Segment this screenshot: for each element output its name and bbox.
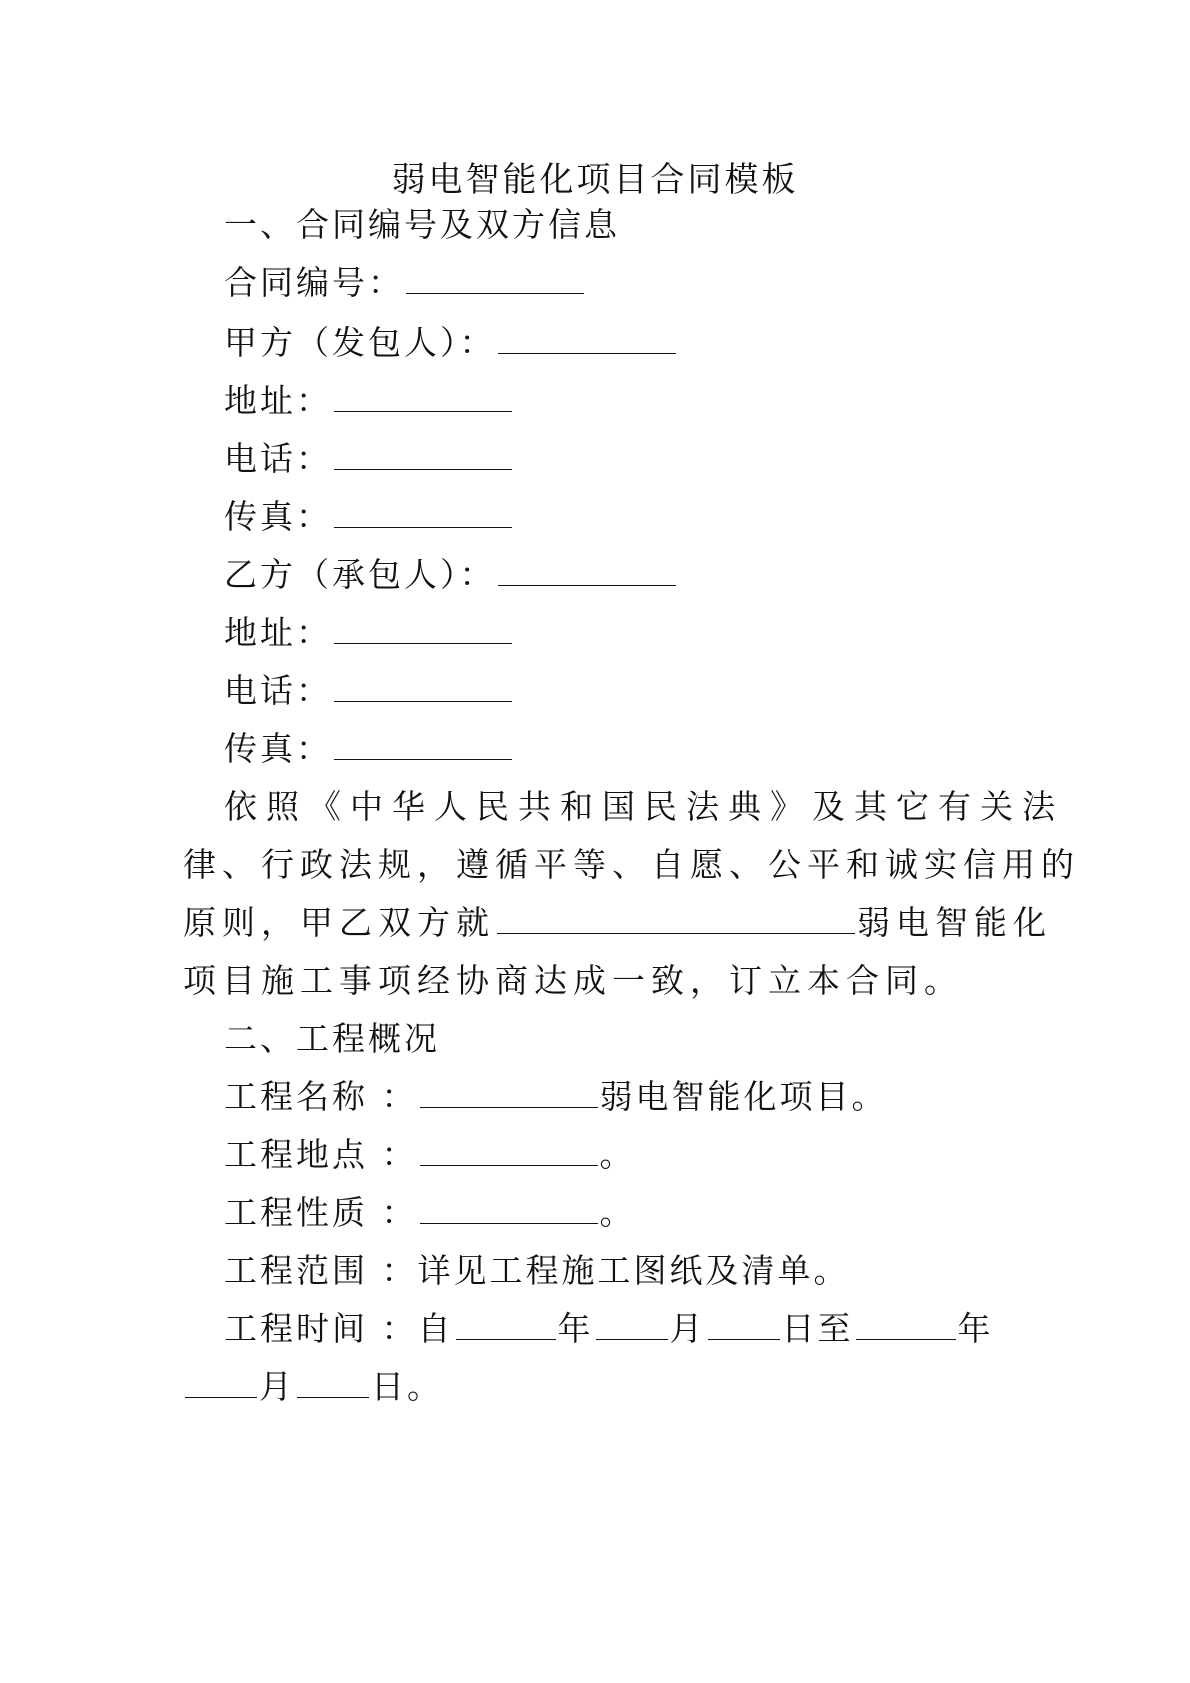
document-title: 弱电智能化项目合同模板	[391, 160, 799, 200]
day-2: 日。	[371, 1367, 443, 1406]
year-1: 年	[557, 1309, 594, 1348]
preamble-line-2: 律、行政法规，遵循平等、自愿、公平和诚实信用的	[183, 845, 1080, 884]
party-b-phone-label: 电话：	[224, 671, 332, 710]
year-2: 年	[957, 1309, 994, 1348]
project-location-label: 工程地点 ：	[224, 1135, 418, 1174]
project-name-suffix: 弱电智能化项目。	[599, 1077, 888, 1116]
end-year-blank	[856, 1305, 956, 1340]
project-nature-suffix: 。	[599, 1193, 636, 1232]
project-location-blank	[420, 1131, 598, 1166]
project-location-suffix: 。	[599, 1135, 636, 1174]
party-a-fax-blank	[334, 493, 512, 528]
preamble-line-4: 项目施工事项经协商达成一致，订立本合同。	[183, 961, 963, 1000]
party-a-phone-row	[224, 434, 514, 484]
start-year-blank	[456, 1305, 556, 1340]
project-nature-row	[224, 1188, 636, 1238]
project-scope-label: 工程范围 ：	[224, 1251, 418, 1290]
end-day-blank	[297, 1363, 369, 1398]
project-time-row-2	[183, 1362, 443, 1412]
party-b-row	[224, 550, 678, 600]
party-b-fax-label: 传真：	[224, 729, 332, 768]
party-a-fax-label: 传真：	[224, 497, 332, 536]
project-scope-text: 详见工程施工图纸及清单。	[417, 1251, 850, 1290]
party-b-address-blank	[334, 609, 512, 644]
party-a-row	[224, 318, 678, 368]
party-b-address-row	[224, 608, 514, 658]
preamble-line-3-suffix: 弱电智能化	[857, 903, 1052, 942]
project-name-field-blank	[420, 1073, 598, 1108]
party-a-blank	[498, 319, 676, 354]
party-b-fax-row	[224, 724, 514, 774]
time-from: 自	[417, 1309, 454, 1348]
party-b-address-label: 地址：	[224, 613, 332, 652]
section2-heading: 二、工程概况	[224, 1019, 440, 1058]
project-name-row	[224, 1072, 888, 1122]
project-name-blank	[497, 899, 855, 934]
start-month-blank	[596, 1305, 668, 1340]
party-a-address-label: 地址：	[224, 381, 332, 420]
party-a-phone-blank	[334, 435, 512, 470]
preamble-line-1: 依照《中华人民共和国民法典》及其它有关法	[224, 787, 1064, 826]
section1-heading: 一、合同编号及双方信息	[224, 205, 620, 244]
project-scope-row	[224, 1246, 850, 1296]
day-to: 日至	[781, 1309, 854, 1348]
party-a-label: 甲方（发包人）：	[224, 323, 496, 362]
party-b-phone-blank	[334, 667, 512, 702]
start-day-blank	[708, 1305, 780, 1340]
party-b-fax-blank	[334, 725, 512, 760]
month-1: 月	[669, 1309, 706, 1348]
project-nature-label: 工程性质 ：	[224, 1193, 418, 1232]
month-2: 月	[259, 1367, 295, 1406]
party-b-phone-row	[224, 666, 514, 716]
contract-number-row	[224, 258, 586, 308]
preamble-line-3	[183, 898, 1052, 948]
project-time-label: 工程时间 ：	[224, 1309, 418, 1348]
party-a-fax-row	[224, 492, 514, 542]
project-nature-blank	[420, 1189, 598, 1224]
contract-number-label: 合同编号：	[224, 263, 404, 302]
project-location-row	[224, 1130, 636, 1180]
party-b-label: 乙方（承包人）：	[224, 555, 496, 594]
project-name-label: 工程名称 ：	[224, 1077, 418, 1116]
party-a-phone-label: 电话：	[224, 439, 332, 478]
party-a-address-blank	[334, 377, 512, 412]
party-a-address-row	[224, 376, 514, 426]
contract-number-blank	[406, 259, 584, 294]
preamble-line-3-prefix: 原则，甲乙双方就	[183, 903, 495, 942]
project-time-row	[224, 1304, 994, 1354]
party-b-blank	[498, 551, 676, 586]
end-month-blank	[185, 1363, 257, 1398]
